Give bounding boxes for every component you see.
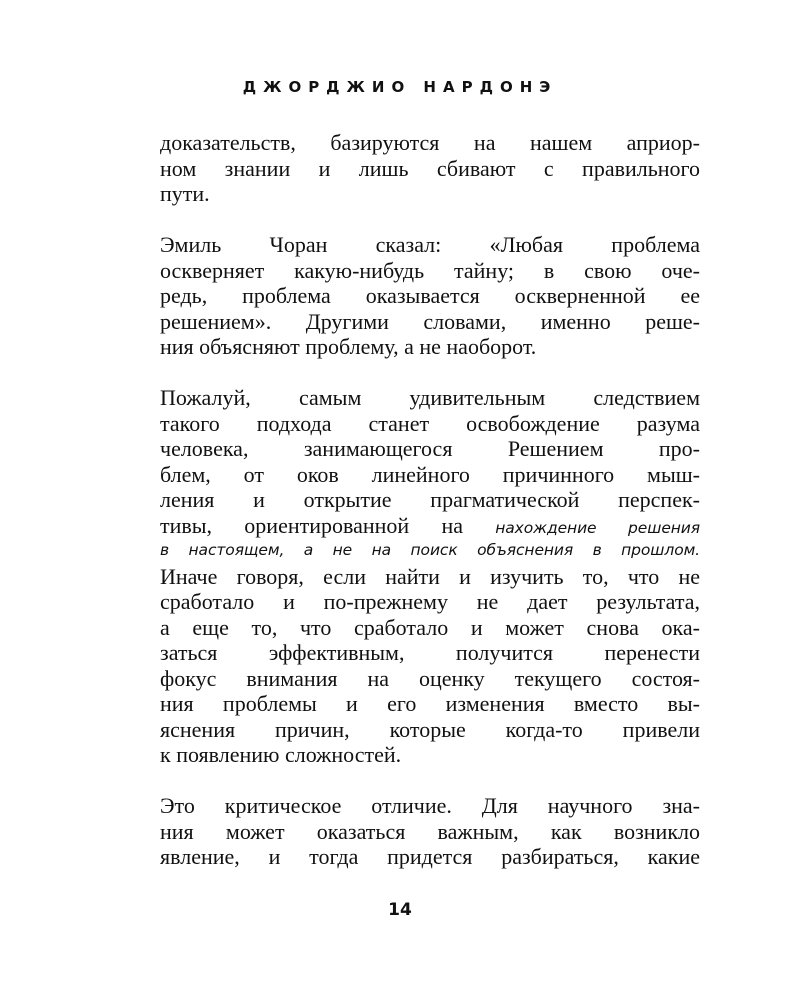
italic-emphasis-line: в настоящем, а не на поиск объяснения в прошлом. (160, 541, 700, 559)
text-line: ния объясняют проблему, а не наоборот. (160, 334, 537, 359)
text-line: Пожалуй, самым удивительным следствием (160, 385, 700, 410)
text-line: редь, проблема оказывается оскверненной ее (160, 283, 700, 308)
text-line: человека, занимающегося Решением про- (160, 436, 700, 461)
body-text (160, 130, 700, 870)
text-line: явление, и тогда придется разбираться, какие (160, 844, 700, 869)
text-line: фокус внимания на оценку текущего состоя- (160, 665, 700, 691)
italic-emphasis: нахождение решения (495, 518, 700, 537)
text-line: яснения причин, которые когда-то привели (160, 716, 700, 742)
text-line: Это критическое отличие. Для научного зна- (160, 793, 700, 818)
text-line: ния может оказаться важным, как возникло (160, 818, 700, 844)
text-line: ном знании и лишь сбивают с правильного (160, 155, 700, 181)
paragraph-1 (160, 130, 700, 207)
text-line: ления и открытие прагматической перспек- (160, 487, 700, 512)
text-line-mixed (160, 513, 700, 539)
running-head-author: ДЖОРДЖИО НАРДОНЭ (242, 78, 558, 96)
text-line: сработало и по-прежнему не дает результата, (160, 589, 700, 614)
text-line: пути. (160, 181, 210, 206)
text-segment: тивы, ориентированной на (160, 512, 463, 538)
text-line: Иначе говоря, если найти и изучить то, что не (160, 563, 700, 589)
paragraph-3 (160, 385, 700, 768)
text-line: к появлению сложностей. (160, 742, 402, 767)
text-line: заться эффективным, получится перенести (160, 640, 700, 665)
page-number: 14 (388, 900, 412, 920)
paragraph-4 (160, 793, 700, 870)
text-line: доказательств, базируются на нашем априор- (160, 130, 700, 155)
text-line: решением». Другими словами, именно реше- (160, 308, 700, 334)
text-line: оскверняет какую-нибудь тайну; в свою оче- (160, 257, 700, 283)
paragraph-2 (160, 232, 700, 360)
text-line: блем, от оков линейного причинного мыш- (160, 461, 700, 487)
text-line: ния проблемы и его изменения вместо вы- (160, 691, 700, 716)
text-line: Эмиль Чоран сказал: «Любая проблема (160, 232, 700, 257)
text-line: такого подхода станет освобождение разума (160, 410, 700, 436)
text-line: а еще то, что сработало и может снова ока- (160, 614, 700, 640)
